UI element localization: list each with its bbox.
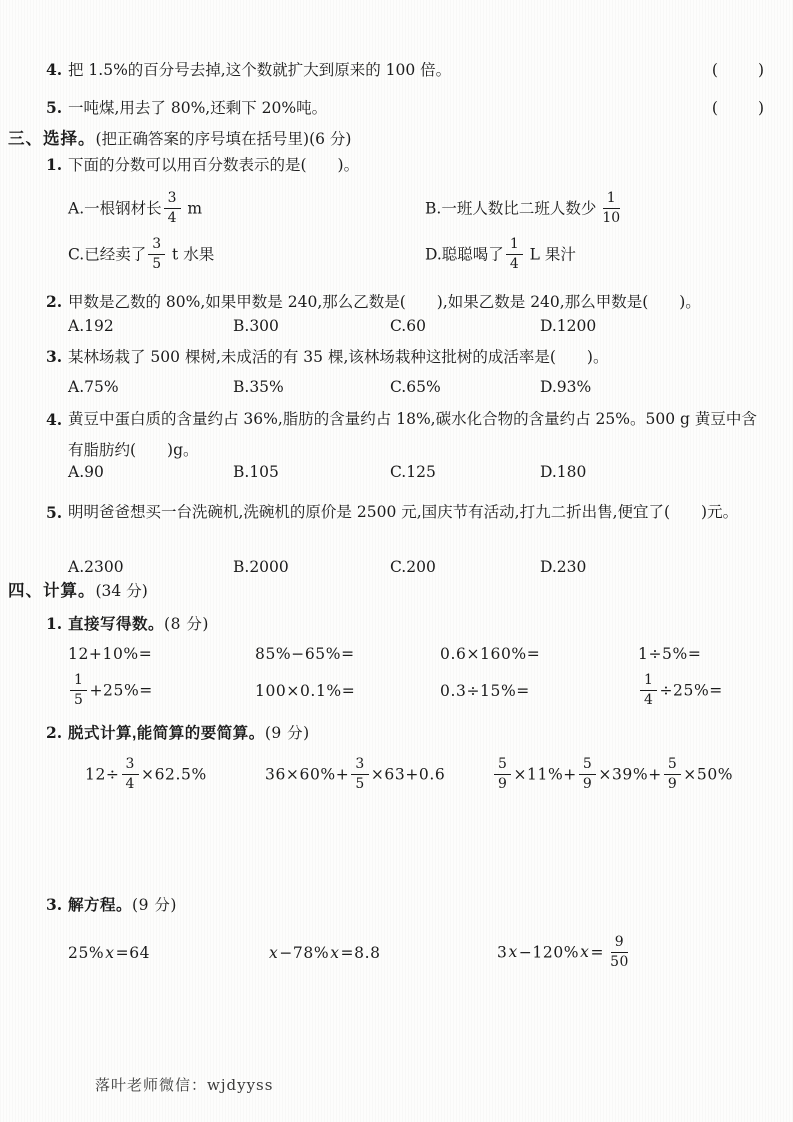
choice-option-c: C.60 — [390, 317, 426, 335]
math-expression: 1÷5%= — [638, 645, 702, 663]
question-number: 3. — [46, 347, 63, 366]
equation: x−78%x=8.8 — [269, 944, 381, 962]
section-heading-calc — [8, 580, 148, 602]
choice-option-c: C.125 — [390, 463, 436, 481]
math-expression: 100×0.1%= — [255, 682, 356, 700]
choice-option-a: A.90 — [68, 463, 104, 481]
math-expression: 12+10%= — [68, 645, 153, 663]
q1-options-row-ab — [0, 184, 793, 234]
choice-option-d: D.230 — [540, 558, 587, 576]
choice-option-c: C.65% — [390, 378, 441, 396]
answer-bracket: ( ) — [711, 99, 767, 117]
q4-options-row — [0, 461, 793, 483]
math-expression: 85%−65%= — [255, 645, 355, 663]
choice-question-5 — [0, 497, 793, 528]
question-stem: 甲数是乙数的 80%,如果甲数是 240,那么乙数是( ),如果乙数是 240,那么甲数是( )。 — [68, 293, 701, 311]
choice-question-2 — [0, 291, 793, 313]
fraction: $\frac{5}{9}$ — [664, 757, 681, 792]
choice-option-c: C.已经卖了 $\frac{3}{5}$ t 水果 — [68, 235, 215, 272]
question-stem: 下面的分数可以用百分数表示的是( )。 — [68, 156, 360, 174]
fraction: $\frac{5}{9}$ — [579, 757, 596, 792]
question-number: 5. — [46, 98, 63, 117]
q2-options-row — [0, 315, 793, 337]
part-title: 直接写得数。 — [68, 616, 165, 633]
part-note: (9 分) — [264, 724, 310, 742]
math-expression: 12÷ $\frac{3}{4}$ ×62.5% — [85, 755, 207, 792]
part-number: 1. — [46, 614, 63, 633]
choice-option-d: D.93% — [540, 378, 592, 396]
question-number: 4. — [46, 410, 63, 429]
math-expression: $\frac{1}{4}$ ÷25%= — [638, 674, 723, 709]
question-number: 1. — [46, 155, 63, 174]
true-false-item-5 — [0, 97, 793, 119]
direct-calc-row-1 — [0, 643, 793, 665]
fraction: $\frac{1}{10}$ — [602, 189, 621, 226]
simplify-expressions-row — [0, 748, 793, 802]
choice-question-1 — [0, 154, 793, 176]
calc-part3-heading — [46, 894, 177, 917]
question-text: 把 1.5%的百分号去掉,这个数就扩大到原来的 100 倍。 — [68, 61, 452, 79]
choice-option-c: C.200 — [390, 558, 436, 576]
question-stem: 某林场栽了 500 棵树,未成活的有 35 棵,该林场栽种这批树的成活率是( )。 — [68, 348, 609, 366]
equations-row — [0, 926, 793, 980]
direct-calc-row-2 — [0, 666, 793, 716]
fraction: $\frac{5}{9}$ — [494, 757, 511, 792]
choice-option-a: A.2300 — [68, 558, 124, 576]
choice-option-b: B.35% — [233, 378, 284, 396]
fraction: $\frac{9}{50}$ — [610, 933, 629, 970]
choice-option-a: A.192 — [68, 317, 114, 335]
part-note: (9 分) — [132, 896, 177, 914]
part-number: 2. — [46, 723, 63, 742]
question-number: 2. — [46, 292, 63, 311]
choice-option-d: D.180 — [540, 463, 587, 481]
equation: 3x−120%x= $\frac{9}{50}$ — [497, 936, 635, 971]
section-title: 四、计算。 — [8, 582, 96, 600]
fraction: $\frac{1}{5}$ — [70, 673, 87, 708]
section-note: (34 分) — [95, 582, 148, 600]
math-expression: $\frac{1}{5}$ +25%= — [68, 674, 255, 709]
section-note: (把正确答案的序号填在括号里)(6 分) — [95, 130, 352, 148]
question-number: 5. — [46, 503, 63, 522]
choice-option-b: B.一班人数比二班人数少 $\frac{1}{10}$ — [425, 192, 626, 227]
choice-option-b: B.300 — [233, 317, 279, 335]
fraction: $\frac{1}{4}$ — [506, 237, 523, 272]
q1-options-row-cd — [0, 230, 793, 280]
q5-options-row — [0, 556, 793, 578]
math-expression: $\frac{5}{9}$ ×11%+ $\frac{5}{9}$ ×39%+ $\frac{5}{9}$ ×50% — [492, 758, 733, 793]
calc-part2-heading — [46, 722, 310, 745]
choice-question-4 — [0, 404, 793, 466]
fraction: $\frac{3}{4}$ — [122, 757, 139, 792]
choice-option-d: D.聪聪喝了 $\frac{1}{4}$ L 果汁 — [425, 235, 576, 272]
question-number: 4. — [46, 60, 63, 79]
choice-option-a: A.一根钢材长 $\frac{3}{4}$ m — [68, 189, 203, 226]
part-title: 脱式计算,能简算的要简算。 — [68, 725, 265, 742]
math-expression: 36×60%+ $\frac{3}{5}$ ×63+0.6 — [265, 755, 446, 792]
choice-option-a: A.75% — [68, 378, 119, 396]
true-false-item-4 — [0, 59, 793, 81]
section-title: 三、选择。 — [8, 130, 96, 148]
fraction: $\frac{3}{4}$ — [164, 191, 181, 226]
math-expression: 0.6×160%= — [440, 645, 541, 663]
part-title: 解方程。 — [68, 897, 133, 914]
part-note: (8 分) — [164, 615, 209, 633]
question-text: 一吨煤,用去了 80%,还剩下 20%吨。 — [68, 99, 328, 117]
footer-watermark: 落叶老师微信：wjdyyss — [95, 1076, 274, 1094]
answer-bracket: ( ) — [711, 61, 767, 79]
choice-option-b: B.105 — [233, 463, 279, 481]
part-number: 3. — [46, 895, 63, 914]
q3-options-row — [0, 376, 793, 398]
fraction: $\frac{3}{5}$ — [351, 757, 368, 792]
fraction: $\frac{1}{4}$ — [640, 673, 657, 708]
choice-option-d: D.1200 — [540, 317, 597, 335]
math-expression: 0.3÷15%= — [440, 682, 530, 700]
equation: 25%x=64 — [68, 944, 151, 962]
calc-part1-heading — [46, 613, 209, 636]
question-stem: 黄豆中蛋白质的含量约占 36%,脂肪的含量约占 18%,碳水化合物的含量约占 25%。500 g 黄豆中含有脂肪约( )g。 — [68, 410, 757, 459]
fraction: $\frac{3}{5}$ — [148, 237, 165, 272]
question-stem: 明明爸爸想买一台洗碗机,洗碗机的原价是 2500 元,国庆节有活动,打九二折出售,便宜了( )元。 — [68, 503, 739, 521]
section-heading-choice — [8, 128, 351, 150]
choice-question-3 — [0, 346, 793, 368]
choice-option-b: B.2000 — [233, 558, 289, 576]
